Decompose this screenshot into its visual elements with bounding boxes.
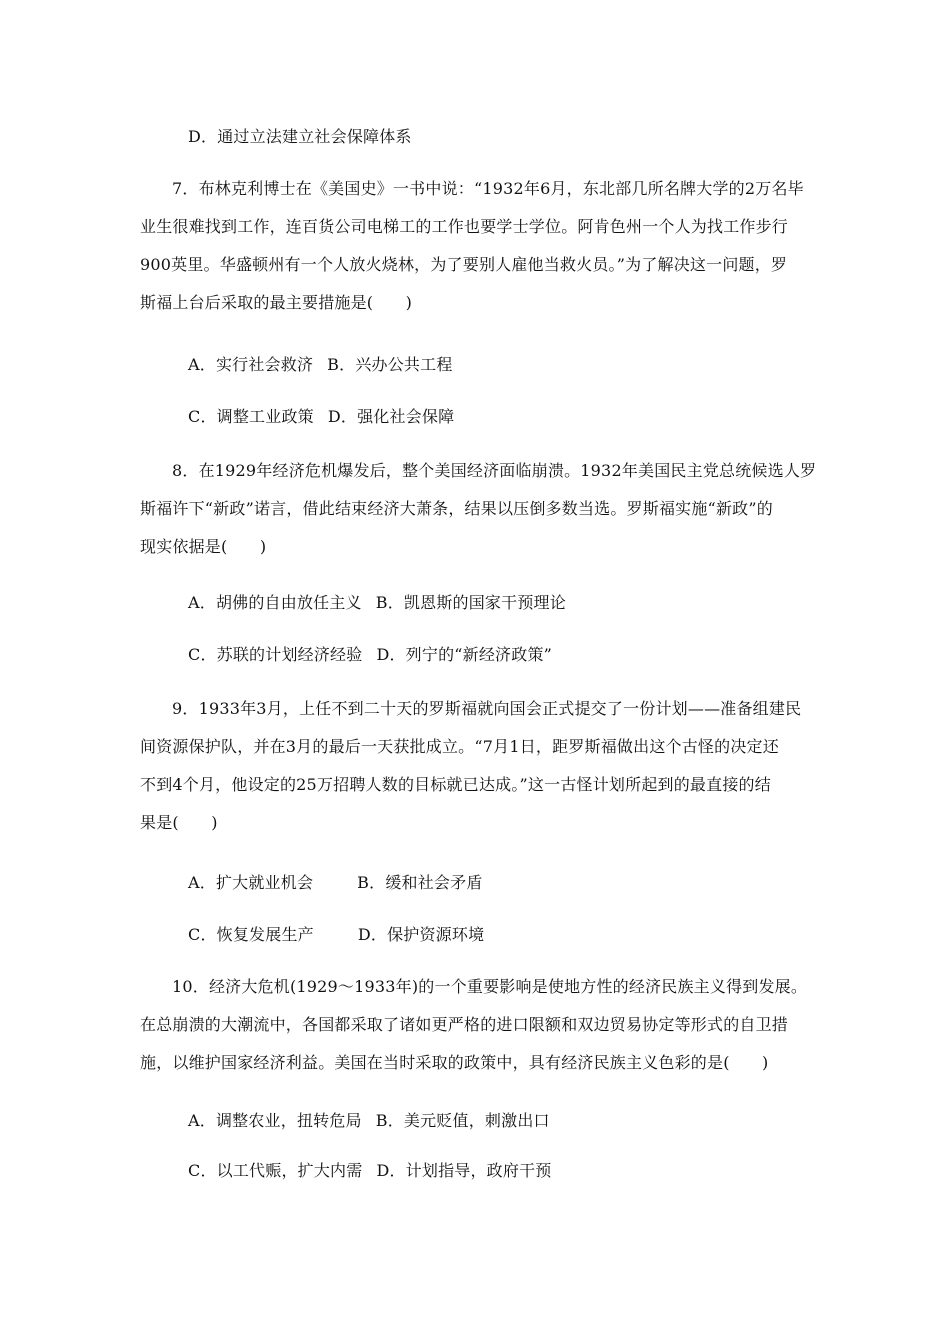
option-row xyxy=(188,592,566,614)
option-row xyxy=(188,354,453,376)
question-10-stem-line-1: 10．经济大危机(1929～1933年)的一个重要影响是使地方性的经济民族主义得到发展。 xyxy=(172,977,808,996)
option-d: D．计划指导，政府干预 xyxy=(376,1161,552,1180)
option-row xyxy=(188,1110,550,1132)
option-a: A．扩大就业机会 xyxy=(188,873,314,892)
option-d: D．强化社会保障 xyxy=(327,407,455,426)
option-row xyxy=(188,406,454,428)
option-d: D．保护资源环境 xyxy=(357,925,485,944)
option-b: B．凯恩斯的国家干预理论 xyxy=(375,593,566,612)
question-7-stem-line-1: 7．布林克利博士在《美国史》一书中说：“1932年6月，东北部几所名牌大学的2万名毕 xyxy=(172,179,804,198)
question-8-stem-line-1: 8．在1929年经济危机爆发后，整个美国经济面临崩溃。1932年美国民主党总统候选人罗 xyxy=(172,461,817,480)
option-c: C．以工代赈，扩大内需 xyxy=(188,1161,363,1180)
option-row xyxy=(188,924,484,946)
option-c: C．苏联的计划经济经验 xyxy=(188,645,363,664)
option-a: A．调整农业，扭转危局 xyxy=(188,1111,362,1130)
question-9-stem-line-4: 果是( ) xyxy=(140,813,218,832)
question-7-stem-line-2: 业生很难找到工作，连百货公司电梯工的工作也要学士学位。阿肯色州一个人为找工作步行 xyxy=(140,217,789,236)
question-9-stem-line-2: 间资源保护队，并在3月的最后一天获批成立。“7月1日，距罗斯福做出这个古怪的决定还 xyxy=(140,737,779,756)
question-8-stem-line-3: 现实依据是( ) xyxy=(140,537,267,556)
option-d: D．列宁的“新经济政策” xyxy=(376,645,553,664)
option-c: C．调整工业政策 xyxy=(188,407,314,426)
option-a: A．实行社会救济 xyxy=(188,355,314,374)
option-c: C．恢复发展生产 xyxy=(188,925,314,944)
option-a: A．胡佛的自由放任主义 xyxy=(188,593,362,612)
question-10-stem-line-2: 在总崩溃的大潮流中，各国都采取了诸如更严格的进口限额和双边贸易协定等形式的自卫措 xyxy=(140,1015,789,1034)
option-b: B．缓和社会矛盾 xyxy=(357,873,483,892)
option-row xyxy=(188,872,483,894)
question-8-stem-line-2: 斯福许下“新政”诺言，借此结束经济大萧条，结果以压倒多数当选。罗斯福实施“新政”的 xyxy=(140,499,773,518)
question-7-stem-line-4: 斯福上台后采取的最主要措施是( ) xyxy=(140,293,413,312)
option-row xyxy=(188,126,412,148)
option-d: D．通过立法建立社会保障体系 xyxy=(188,127,412,146)
option-row xyxy=(188,1160,551,1182)
option-b: B．美元贬值，刺激出口 xyxy=(375,1111,550,1130)
question-7-stem-line-3: 900英里。华盛顿州有一个人放火烧林，为了要别人雇他当救火员。”为了解决这一问题，罗 xyxy=(140,255,788,274)
question-10-stem-line-3: 施，以维护国家经济利益。美国在当时采取的政策中，具有经济民族主义色彩的是( ) xyxy=(140,1053,769,1072)
option-b: B．兴办公共工程 xyxy=(327,355,453,374)
question-9-stem-line-3: 不到4个月，他设定的25万招聘人数的目标就已达成。”这一古怪计划所起到的最直接的结 xyxy=(140,775,771,794)
question-9-stem-line-1: 9．1933年3月，上任不到二十天的罗斯福就向国会正式提交了一份计划——准备组建民 xyxy=(172,699,802,718)
option-row xyxy=(188,644,552,666)
